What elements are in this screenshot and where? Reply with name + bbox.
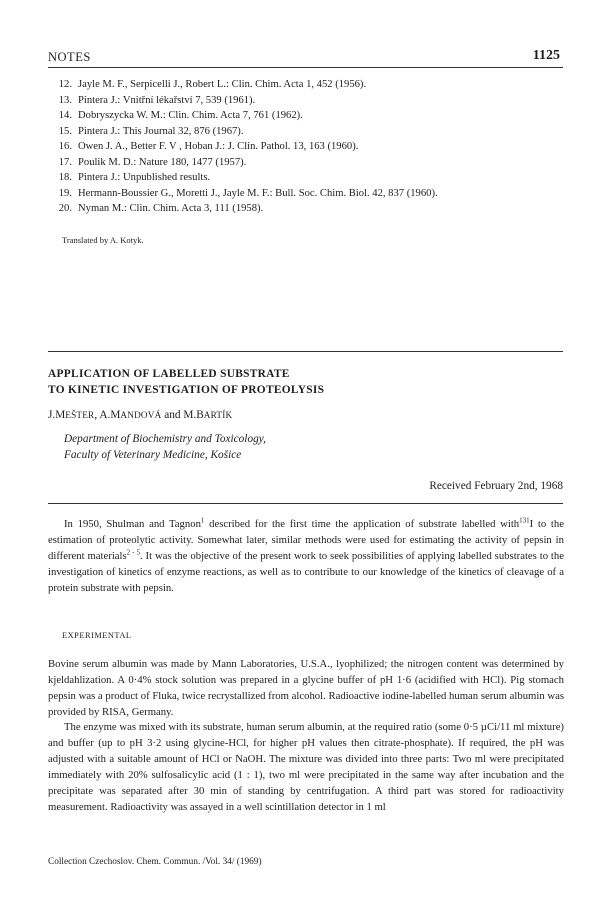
running-header-section: NOTES [48,50,91,64]
affiliation: Department of Biochemistry and Toxicology, Faculty of Veterinary Medicine, Košice [64,433,266,461]
reference-item: 16. Owen J. A., Better F. V , Hoban J.: J. Clin. Pathol. 13, 163 (1960). [58,141,359,152]
reference-list [48,77,568,217]
translator-credit: Translated by A. Kotyk. [62,235,144,245]
reference-item: 20. Nyman M.: Clin. Chim. Acta 3, 111 (1958). [58,203,264,214]
reference-item: 19. Hermann-Boussier G., Moretti J., Jayle M. F.: Bull. Soc. Chim. Biol. 42, 837 (1960). [58,187,438,199]
article-separator-rule [48,351,563,352]
method-paragraph: The enzyme was mixed with its substrate, human serum albumin, at the required ratio (some 0·5 µCi/11 ml mixture) and buffer (up to pH 3·2 using glycine-HCl, for higher pH values then citrate-phosphate). If required, the pH was adjusted with a suitable amount of HCl or NaOH. The mixture was divided into three parts: Two ml were precipitated immediately with 20% sulfosalicylic acid (1 : 1), two ml were precipitated in the same way after incubation and the precipitate was separated after 30 min of standing by centrifugation. A third part was stored for radioactivity measurement. Radioactivity was assayed in a well scintillation detector in 1 ml [48,721,564,813]
reference-item: 18. Pintera J.: Unpublished results. [58,172,211,183]
article-title [48,366,324,398]
reference-item: 17. Poulik M. D.: Nature 180, 1477 (1957). [58,156,247,168]
section-heading: EXPERIMENTAL [62,631,132,640]
article-title-line-2: TO KINETIC INVESTIGATION OF PROTEOLYSIS [48,384,325,396]
received-rule [48,503,563,504]
reference-item: 15. Pintera J.: This Journal 32, 876 (1967). [58,125,244,137]
reference-item: 12. Jayle M. F., Serpicelli J., Robert L.: Clin. Chim. Acta 1, 452 (1956). [58,79,367,90]
materials-paragraph: Bovine serum albumin was made by Mann Laboratories, U.S.A., lyophilized; the nitrogen content was determined by kjeldahlization. A 0·4% stock solution was prepared in a glycine buffer of pH 1·6 (acidified with HCl). Pig stomach pepsin was a product of Fluka, twice recrystallized from alcohol. Radioactive iodine-labelled human serum albumin was provided by RISA, Germany. [48,658,564,718]
author-line: J.MEŠTER, A.MANDOVÁ and M.BARTÍK [48,409,233,421]
article-title-line-1: APPLICATION OF LABELLED SUBSTRATE [48,368,290,380]
reference-item: 14. Dobryszycka W. M.: Clin. Chim. Acta 7, 761 (1962). [58,110,303,121]
reference-item: 13. Pintera J.: Vnitřní lékařství 7, 539 (1961). [58,94,256,106]
received-date: Received February 2nd, 1968 [429,480,563,492]
journal-footer: Collection Czechoslov. Chem. Commun. /Vol. 34/ (1969) [48,857,262,867]
page-number: 1125 [532,48,560,63]
intro-paragraph: In 1950, Shulman and Tagnon$^1$ described for the first time the application of substrate labelled with$^{131}$I to the estimation of proteolytic activity. Somewhat later, similar methods were used for estimating the activity of pepsin in different materials$^{2 - 5}$. It was the objective of the present work to seek possibilities of applying labelled substrates to the investigation of kinetics of enzyme reactions, as well as to contribute to our knowledge of the kinetics of cleavage of a protein substrate with pepsin. [48,516,564,594]
header-rule [48,67,563,68]
